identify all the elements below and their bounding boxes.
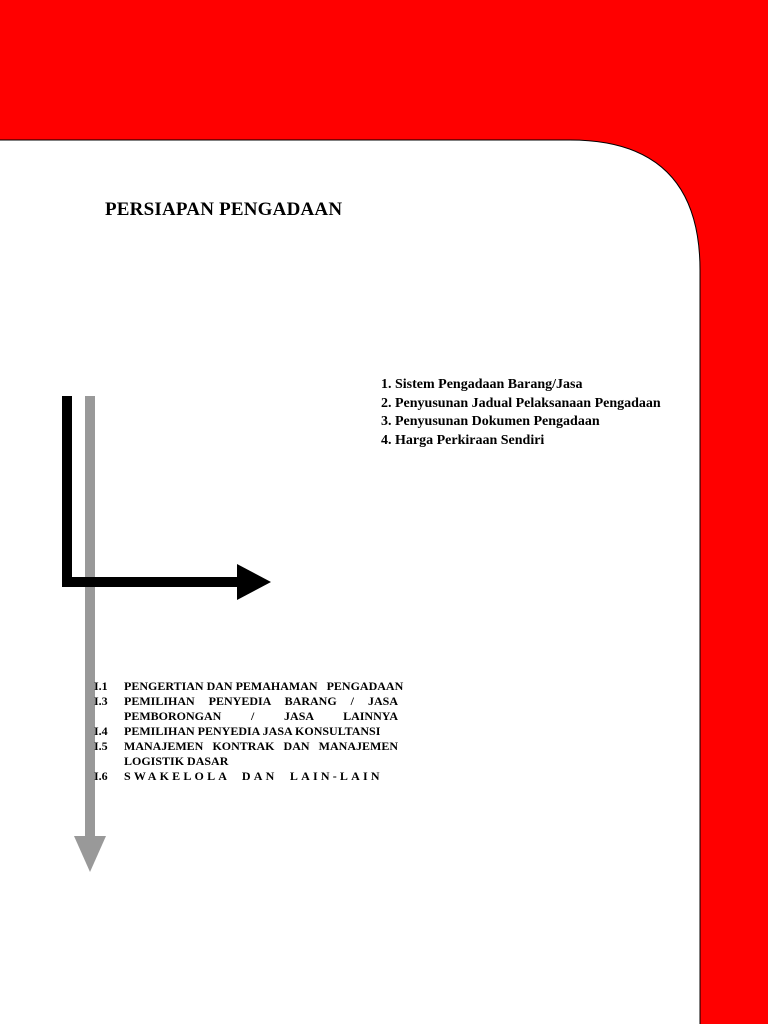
step-item: 1. Sistem Pengadaan Barang/Jasa bbox=[381, 377, 583, 392]
chapter-row-continuation bbox=[94, 709, 398, 724]
step-item: 4. Harga Perkiraan Sendiri bbox=[381, 432, 545, 448]
chapter-row bbox=[94, 694, 398, 709]
steps-list bbox=[381, 376, 661, 450]
chapter-number: I.6 bbox=[94, 769, 108, 783]
chapter-row bbox=[94, 679, 404, 694]
step-item: 2. Penyusunan Jadual Pelaksanaan Pengadaan bbox=[381, 395, 661, 411]
chapter-title: PEMILIHAN PENYEDIA JASA KONSULTANSI bbox=[124, 724, 381, 738]
black-arrow-horizontal bbox=[62, 577, 242, 587]
chapter-title: SWAKELOLA DAN LAIN-LAIN bbox=[124, 769, 383, 783]
chapter-title: PEMILIHAN PENYEDIA BARANG / JASA bbox=[124, 694, 398, 708]
chapter-row bbox=[94, 769, 398, 784]
chapter-number: I.1 bbox=[94, 679, 108, 693]
black-arrow-vertical bbox=[62, 396, 72, 587]
chapter-title: MANAJEMEN KONTRAK DAN MANAJEMEN bbox=[124, 739, 398, 753]
chapter-number: I.5 bbox=[94, 739, 108, 753]
chapter-row-continuation bbox=[94, 754, 398, 769]
chapter-number: I.4 bbox=[94, 724, 108, 738]
chapter-title: LOGISTIK DASAR bbox=[124, 754, 229, 768]
chapter-number: I.3 bbox=[94, 694, 108, 708]
page-title: PERSIAPAN PENGADAAN bbox=[105, 199, 343, 220]
chapter-row bbox=[94, 739, 398, 754]
chapter-title: PENGERTIAN DAN PEMAHAMAN PENGADAAN bbox=[124, 679, 404, 693]
chapter-row bbox=[94, 724, 398, 739]
chapter-title: PEMBORONGAN / JASA LAINNYA bbox=[124, 709, 398, 723]
step-item: 3. Penyusunan Dokumen Pengadaan bbox=[381, 414, 600, 429]
chapter-list bbox=[94, 679, 404, 784]
